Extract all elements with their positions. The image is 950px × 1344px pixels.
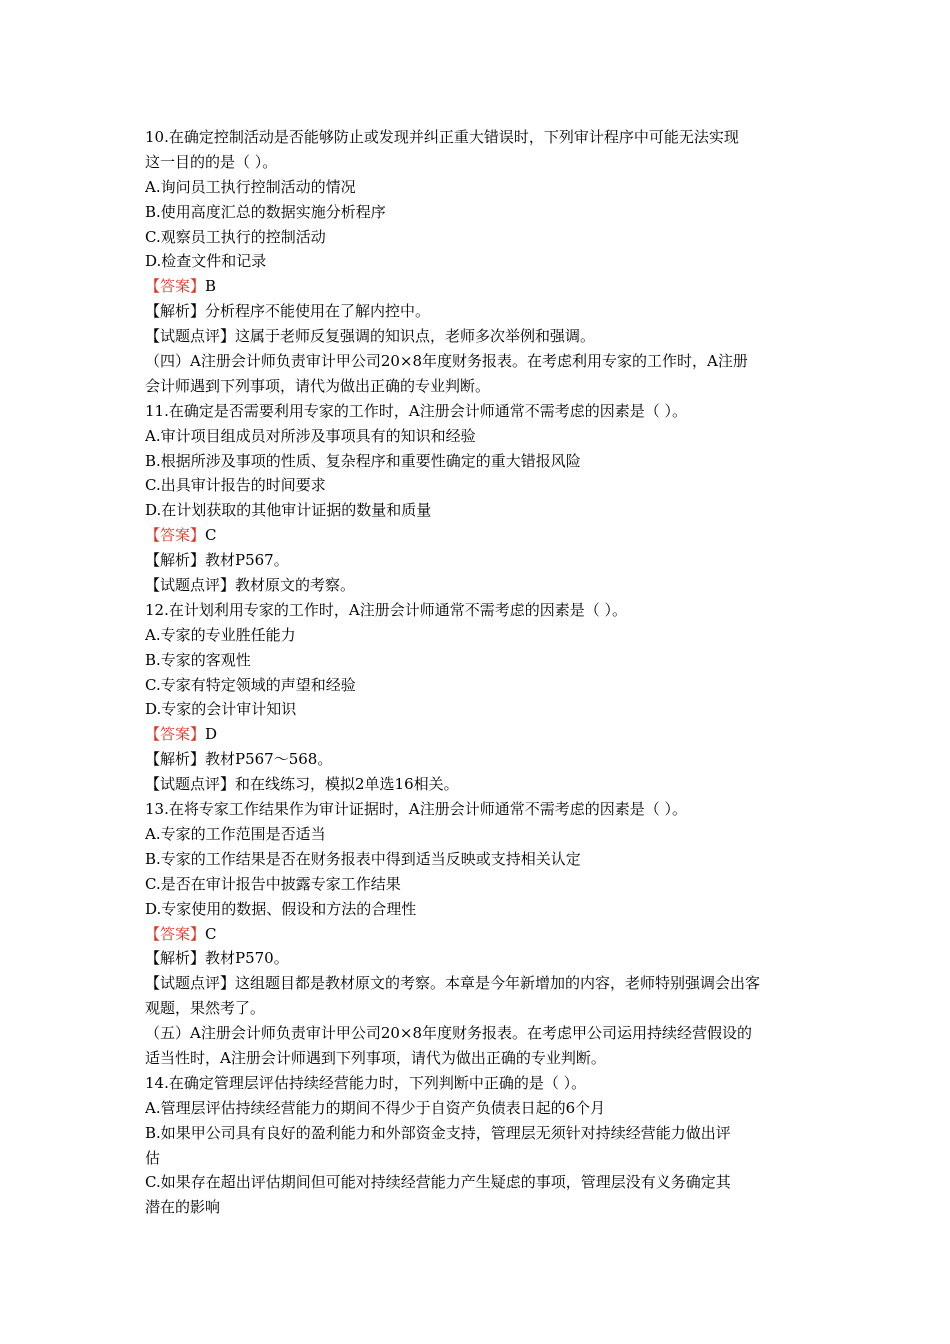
text-line: A.专家的专业胜任能力 [145, 625, 296, 644]
text-line: 【试题点评】教材原文的考察。 [145, 576, 356, 595]
answer-label: 【答案】 [145, 526, 206, 545]
answer-value: D [205, 725, 218, 744]
answer-value: B [205, 277, 217, 296]
text-line: 【试题点评】这组题目都是教材原文的考察。本章是今年新增加的内容，老师特别强调会出客 [145, 974, 761, 993]
text-line: 【解析】教材P567。 [145, 551, 289, 570]
text-line: A.审计项目组成员对所涉及事项具有的知识和经验 [145, 426, 476, 445]
document-page [145, 125, 825, 1220]
answer-label: 【答案】 [145, 924, 206, 943]
text-line: A.管理层评估持续经营能力的期间不得少于自资产负债表日起的6个月 [145, 1098, 606, 1117]
text-line: C.专家有特定领域的声望和经验 [145, 675, 356, 694]
text-line: 【解析】分析程序不能使用在了解内控中。 [145, 302, 431, 321]
text-line: D.检查文件和记录 [145, 252, 267, 271]
text-line: D.专家的会计审计知识 [145, 700, 297, 719]
text-line: 估 [145, 1148, 161, 1167]
text-line: 14.在确定管理层评估持续经营能力时，下列判断中正确的是（ ）。 [145, 1073, 587, 1092]
text-line: 【解析】教材P570。 [145, 949, 289, 968]
text-line: （五）A注册会计师负责审计甲公司20×8年度财务报表。在考虑甲公司运用持续经营假设的 [145, 1024, 753, 1043]
text-line: B.专家的客观性 [145, 650, 251, 669]
text-line: D.专家使用的数据、假设和方法的合理性 [145, 899, 417, 918]
answer-value: C [205, 526, 217, 545]
answer-line [145, 523, 825, 548]
text-line: 【解析】教材P567～568。 [145, 750, 333, 769]
text-line: 潜在的影响 [145, 1198, 221, 1217]
text-line: （四）A注册会计师负责审计甲公司20×8年度财务报表。在考虑利用专家的工作时，A注册 [145, 352, 748, 371]
text-line: A.询问员工执行控制活动的情况 [145, 177, 356, 196]
text-line: 11.在确定是否需要利用专家的工作时，A注册会计师通常不需考虑的因素是（ ）。 [145, 401, 687, 420]
text-line: 【试题点评】和在线练习，模拟2单选16相关。 [145, 775, 459, 794]
answer-label: 【答案】 [145, 277, 206, 296]
answer-label: 【答案】 [145, 725, 206, 744]
text-line: C.是否在审计报告中披露专家工作结果 [145, 874, 401, 893]
text-line: 13.在将专家工作结果作为审计证据时，A注册会计师通常不需考虑的因素是（ ）。 [145, 800, 687, 819]
text-line: 观题，果然考了。 [145, 999, 266, 1018]
text-line: C.如果存在超出评估期间但可能对持续经营能力产生疑虑的事项，管理层没有义务确定其 [145, 1173, 731, 1192]
text-line: C.观察员工执行的控制活动 [145, 227, 326, 246]
text-line: 会计师遇到下列事项，请代为做出正确的专业判断。 [145, 376, 491, 395]
text-line: 10.在确定控制活动是否能够防止或发现并纠正重大错误时，下列审计程序中可能无法实现 [145, 128, 739, 146]
text-line: 12.在计划利用专家的工作时，A注册会计师通常不需考虑的因素是（ ）。 [145, 600, 627, 619]
answer-line [145, 274, 825, 299]
text-line: 这一目的的是（ ）。 [145, 152, 278, 171]
answer-value: C [205, 924, 217, 943]
text-line: C.出具审计报告的时间要求 [145, 476, 326, 495]
answer-line [145, 722, 825, 747]
answer-line [145, 922, 825, 947]
text-line: 适当性时，A注册会计师遇到下列事项，请代为做出正确的专业判断。 [145, 1048, 606, 1067]
text-line: B.专家的工作结果是否在财务报表中得到适当反映或支持相关认定 [145, 849, 581, 868]
text-line: D.在计划获取的其他审计证据的数量和质量 [145, 501, 432, 520]
text-line: A.专家的工作范围是否适当 [145, 824, 326, 843]
text-line: 【试题点评】这属于老师反复强调的知识点，老师多次举例和强调。 [145, 327, 596, 346]
text-line: B.如果甲公司具有良好的盈利能力和外部资金支持，管理层无须针对持续经营能力做出评 [145, 1123, 731, 1142]
text-line: B.使用高度汇总的数据实施分析程序 [145, 202, 386, 221]
text-line: B.根据所涉及事项的性质、复杂程序和重要性确定的重大错报风险 [145, 451, 581, 470]
